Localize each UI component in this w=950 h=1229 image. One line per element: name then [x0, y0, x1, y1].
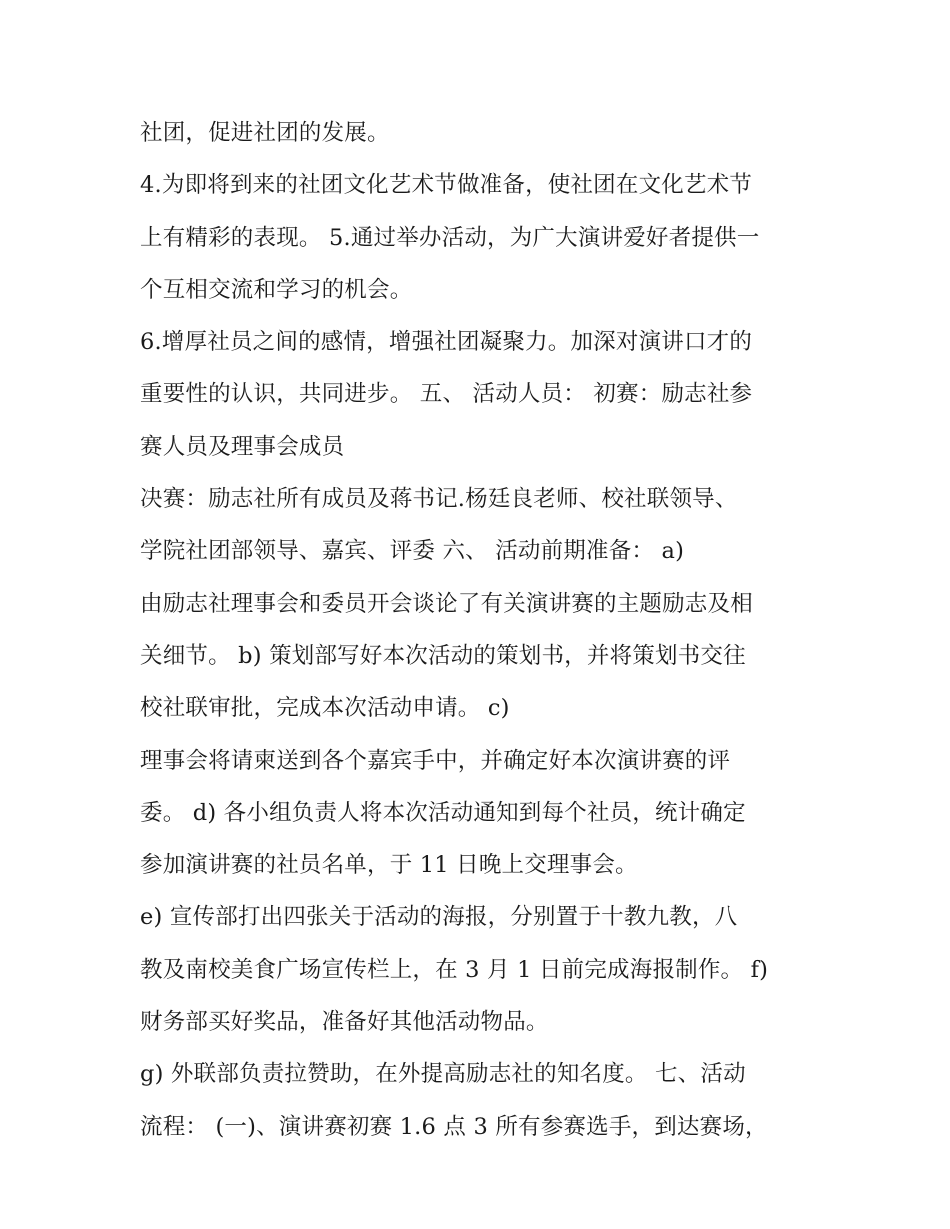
text-line: 由励志社理事会和委员开会谈论了有关演讲赛的主题励志及相	[140, 590, 753, 617]
text-line: 理事会将请柬送到各个嘉宾手中，并确定好本次演讲赛的评	[140, 747, 731, 774]
text-line: 重要性的认识，共同进步。 五、 活动人员： 初赛：励志社参	[140, 381, 753, 408]
text-line: 流程： (一)、演讲赛初赛 1.6 点 3 所有参赛选手，到达赛场，	[140, 1113, 768, 1140]
text-line: 6.增厚社员之间的感情，增强社团凝聚力。加深对演讲口才的	[140, 329, 753, 356]
body-text	[140, 107, 840, 1153]
text-line: 赛人员及理事会成员	[140, 433, 345, 460]
text-line: 个互相交流和学习的机会。	[140, 276, 413, 303]
text-line: 学院社团部领导、嘉宾、评委 六、 活动前期准备： a)	[140, 538, 685, 565]
text-line: 关细节。 b) 策划部写好本次活动的策划书，并将策划书交往	[140, 642, 746, 669]
text-line: 校社联审批，完成本次活动申请。 c)	[140, 695, 510, 722]
text-line: 决赛：励志社所有成员及蒋书记.杨廷良老师、校社联领导、	[140, 486, 738, 513]
text-line: 教及南校美食广场宣传栏上，在 3 月 1 日前完成海报制作。 f)	[140, 956, 769, 983]
text-line: 财务部买好奖品，准备好其他活动物品。	[140, 1009, 549, 1036]
text-line: 4.为即将到来的社团文化艺术节做准备，使社团在文化艺术节	[140, 172, 753, 199]
text-line: e) 宣传部打出四张关于活动的海报，分别置于十教九教，八	[140, 904, 738, 931]
text-line: 社团，促进社团的发展。	[140, 120, 390, 146]
text-line: g) 外联部负责拉赞助，在外提高励志社的知名度。 七、活动	[140, 1061, 746, 1088]
text-line: 上有精彩的表现。 5.通过举办活动，为广大演讲爱好者提供一	[140, 224, 760, 251]
text-line: 参加演讲赛的社员名单，于 11 日晚上交理事会。	[140, 852, 638, 879]
text-line: 委。 d) 各小组负责人将本次活动通知到每个社员，统计确定	[140, 799, 746, 826]
